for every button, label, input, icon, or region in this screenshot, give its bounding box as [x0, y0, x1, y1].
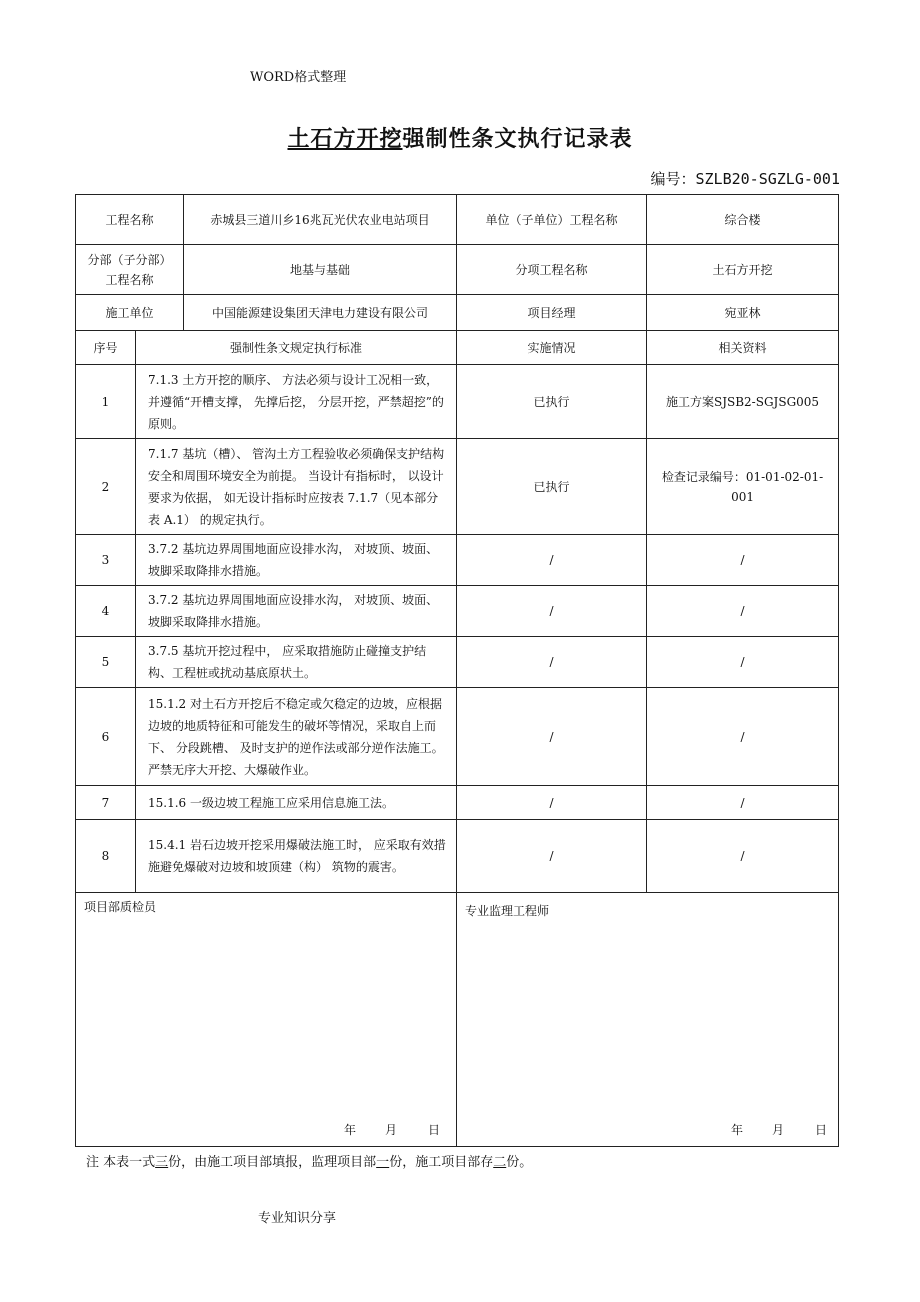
subitem-value: 土石方开挖	[647, 245, 839, 295]
unit-project-value: 综合楼	[647, 195, 839, 245]
supervisor-date-day: 日	[815, 1123, 828, 1137]
note-supervision-copies: 一	[376, 1155, 390, 1170]
table-row	[76, 688, 839, 786]
header-status: 实施情况	[457, 331, 647, 365]
row-docs: /	[647, 688, 839, 786]
row-standard: 7.1.7 基坑（槽）、 管沟土方工程验收必须确保支护结构安全和周围环境安全为前提。 当设计有指标时， 以设计要求为依据， 如无设计指标时应按表 7.1.7（见本部分表 A.1） 的规定执行。	[136, 439, 457, 535]
row-status: /	[457, 586, 647, 637]
row-no: 6	[76, 688, 136, 786]
row-status: /	[457, 786, 647, 820]
record-table	[75, 194, 839, 1147]
row-no: 1	[76, 365, 136, 439]
table-row	[76, 365, 839, 439]
page-title	[0, 122, 920, 153]
supervisor-date-year: 年	[731, 1123, 744, 1137]
row-standard: 3.7.2 基坑边界周围地面应设排水沟， 对坡顶、坡面、坡脚采取降排水措施。	[136, 586, 457, 637]
supervisor-label: 专业监理工程师	[465, 904, 550, 918]
row-no: 2	[76, 439, 136, 535]
qc-date-day: 日	[428, 1123, 441, 1137]
row-no: 8	[76, 820, 136, 893]
header-note: WORD格式整理	[250, 70, 347, 85]
row-docs: /	[647, 535, 839, 586]
row-standard: 15.4.1 岩石边坡开挖采用爆破法施工时， 应采取有效措施避免爆破对边坡和坡顶建（构） 筑物的震害。	[136, 820, 457, 893]
note-mid2: 份，施工项目部存	[389, 1155, 494, 1170]
project-name-value: 赤城县三道川乡16兆瓦光伏农业电站项目	[184, 195, 457, 245]
qc-date-year: 年	[344, 1123, 357, 1137]
document-code: 编号：SZLB20-SGZLG-001	[650, 170, 840, 188]
qc-date-month: 月	[385, 1123, 398, 1137]
header-no: 序号	[76, 331, 136, 365]
title-underlined: 土石方开挖	[287, 126, 403, 152]
row-no: 4	[76, 586, 136, 637]
info-row-contractor	[76, 295, 839, 331]
title-rest: 强制性条文执行记录表	[402, 126, 633, 152]
header-standard: 强制性条文规定执行标准	[136, 331, 457, 365]
supervisor-date-month: 月	[772, 1123, 785, 1137]
row-standard: 3.7.5 基坑开挖过程中， 应采取措施防止碰撞支护结构、工程桩或扰动基底原状土。	[136, 637, 457, 688]
row-docs: /	[647, 786, 839, 820]
table-row	[76, 637, 839, 688]
info-row-subdivision	[76, 245, 839, 295]
note-suffix: 份。	[506, 1155, 533, 1170]
note-mid1: 份，由施工项目部填报，监理项目部	[168, 1155, 377, 1170]
qc-inspector-label: 项目部质检员	[84, 900, 157, 914]
row-docs: 检查记录编号：01-01-02-01-001	[647, 439, 839, 535]
row-no: 5	[76, 637, 136, 688]
supervisor-signature-cell	[457, 893, 839, 1147]
project-name-label: 工程名称	[76, 195, 184, 245]
row-no: 7	[76, 786, 136, 820]
contractor-value: 中国能源建设集团天津电力建设有限公司	[184, 295, 457, 331]
row-docs: 施工方案SJSB2-SGJSG005	[647, 365, 839, 439]
row-standard: 3.7.2 基坑边界周围地面应设排水沟， 对坡顶、坡面、坡脚采取降排水措施。	[136, 535, 457, 586]
header-docs: 相关资料	[647, 331, 839, 365]
note-contractor-copies: 二	[493, 1155, 507, 1170]
row-status: /	[457, 688, 647, 786]
footnote	[86, 1151, 532, 1170]
contractor-label: 施工单位	[76, 295, 184, 331]
unit-project-label: 单位（子单位）工程名称	[457, 195, 647, 245]
note-prefix: 注 本表一式	[86, 1155, 156, 1170]
row-docs: /	[647, 820, 839, 893]
row-docs: /	[647, 586, 839, 637]
table-row	[76, 439, 839, 535]
manager-value: 宛亚林	[647, 295, 839, 331]
row-status: 已执行	[457, 365, 647, 439]
row-no: 3	[76, 535, 136, 586]
row-standard: 15.1.2 对土石方开挖后不稳定或欠稳定的边坡，应根据边坡的地质特征和可能发生的破坏等情况，采取自上而下、 分段跳槽、 及时支护的逆作法或部分逆作法施工。 严禁无序大开挖、大爆破作业。	[136, 688, 457, 786]
qc-signature-cell	[76, 893, 457, 1147]
subdivision-value: 地基与基础	[184, 245, 457, 295]
row-status: /	[457, 637, 647, 688]
row-status: 已执行	[457, 439, 647, 535]
table-row	[76, 820, 839, 893]
signature-row	[76, 893, 839, 1147]
row-status: /	[457, 820, 647, 893]
page-footer: 专业知识分享	[258, 1211, 337, 1226]
info-row-project	[76, 195, 839, 245]
subdivision-label: 分部（子分部）工程名称	[76, 245, 184, 295]
row-standard: 7.1.3 土方开挖的顺序、 方法必须与设计工况相一致， 并遵循“开槽支撑， 先撑后挖， 分层开挖，严禁超挖”的原则。	[136, 365, 457, 439]
row-status: /	[457, 535, 647, 586]
row-docs: /	[647, 637, 839, 688]
table-row	[76, 786, 839, 820]
note-copies: 三	[155, 1155, 169, 1170]
subitem-label: 分项工程名称	[457, 245, 647, 295]
row-standard: 15.1.6 一级边坡工程施工应采用信息施工法。	[136, 786, 457, 820]
table-row	[76, 535, 839, 586]
table-row	[76, 586, 839, 637]
manager-label: 项目经理	[457, 295, 647, 331]
table-header-row	[76, 331, 839, 365]
